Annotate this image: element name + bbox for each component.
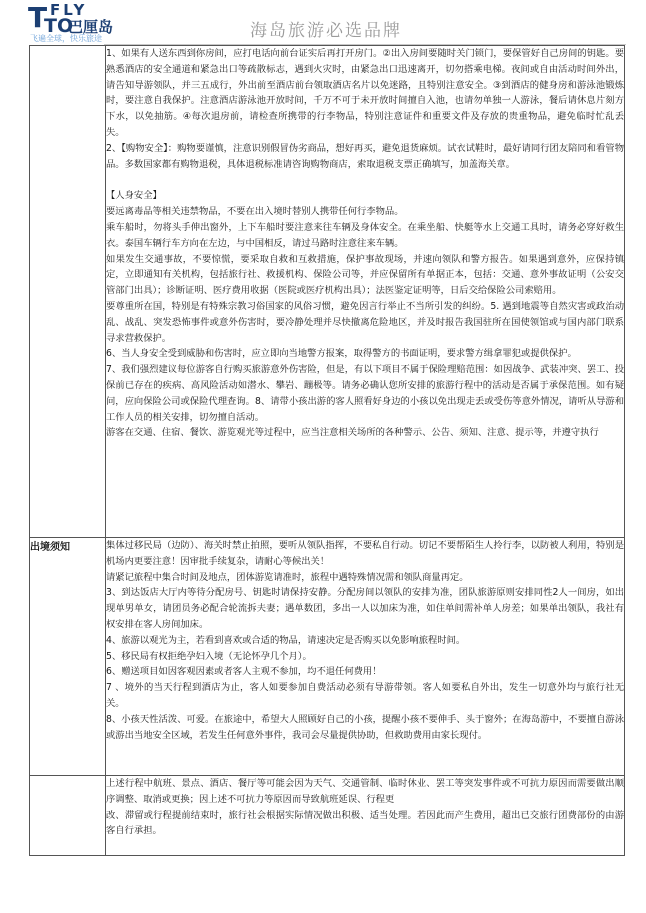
row-label — [30, 776, 106, 856]
paragraph: 游客在交通、住宿、餐饮、游览观光等过程中，应当注意相关场所的各种警示、公告、须知、注意、提示等，并遵守执行 — [106, 427, 599, 439]
paragraph: 2、【购物安全】：购物要谨慎，注意识别假冒伪劣商品，想好再买，避免退货麻烦。试衣试鞋时，最好请同行团友陪同和看管物品。多数国家都有购物退税，具体退税标准请咨询购物商店，索取退税支票正确填写，加盖海关章。 — [106, 142, 624, 170]
row-content-force-majeure — [106, 776, 625, 856]
paragraph: 上述行程中航班、景点、酒店、餐厅等可能会因为天气、交通管制、临时休业、罢工等突发事件或不可抗力原因而需要做出顺序调整、取消或更换；因上述不可抗力等原因而导致航班延误、行程更 — [106, 778, 624, 805]
table-row-force-majeure — [30, 776, 625, 856]
brand-title: 海岛旅游必选品牌 — [250, 21, 402, 41]
paragraph: 4、旅游以观光为主，若看到喜欢或合适的物品，请速决定是否购买以免影响旅程时间。 — [106, 634, 466, 646]
paragraph: 8、小孩天性活泼、可爱。在旅途中，希望大人照顾好自己的小孩，提醒小孩不要伸手、头于窗外；在海岛游中，不要擅自游泳或游出当地安全区域，若发生任何意外事件，我司会尽量提供协助，但救助费用由家长现付。 — [106, 713, 624, 741]
logo-slogan: 飞遍全球，快乐旅途 — [30, 34, 102, 43]
table-row-exit-notice — [30, 538, 625, 776]
company-logo — [28, 1, 148, 44]
paragraph: 3、到达饭店大厅内等待分配房号、钥匙时请保持安静。分配房间以领队的安排为准，团队旅游原则安排同性2人一间房，如出现单男单女，请团员务必配合轮流拆夫妻；遇单数团，多出一人以加床为准，如住单间需补单人房差；如果单出领队，我社有权安排在客人房间加床。 — [106, 587, 624, 630]
logo-chinese-name: 巴厘岛 — [68, 18, 114, 36]
paragraph: 7、我们强烈建议每位游客自行购买旅游意外伤害险，但是，有以下项目不属于保险理赔范围：如因战争、武装冲突、罢工、投保前已存在的疾病、高风险活动如潜水、攀岩、蹦极等。请务必确认您所安排的旅游行程中的活动是否属于承保范围。如有疑问，应向保险公司或保险代理查询。8、请带小孩出游的客人照看好身边的小孩以免出现走丢或受伤等意外情况，请听从导游和工作人员的相关安排，切勿擅自活动。 — [106, 364, 624, 423]
logo-to-text: TO — [44, 15, 74, 37]
paragraph: 6、当人身安全受到威胁和伤害时，应立即向当地警方报案，取得警方的书面证明，要求警方缉拿罪犯或提供保护。 — [106, 348, 577, 360]
blank-line — [106, 172, 624, 188]
paragraph: 集体过移民局（边防）、海关时禁止拍照，要听从领队指挥，不要私自行动。切记不要帮陌生人拎行李，以防被人利用，特别是机场内更要注意！因审批手续复杂，请耐心等候出关！ — [106, 540, 624, 567]
paragraph: 要尊重所在国，特别是有特殊宗教习俗国家的风俗习惯，避免因言行举止不当所引发的纠纷。5. 遇到地震等自然灾害或政治动乱、战乱、突发恐怖事件或意外伤害时，要冷静处理并尽快撤离危险地区，并及时报告我国驻所在国使领馆或与国内部门联系寻求营救保护。 — [106, 300, 624, 344]
row-content-exit-notice — [106, 538, 625, 776]
logo-letter-t: T — [28, 1, 48, 34]
row-content-safety — [106, 46, 625, 538]
table-row-safety — [30, 46, 625, 538]
logo-fly-text: FLY — [50, 1, 88, 19]
paragraph: 改、滞留或行程提前结束时，旅行社会根据实际情况做出积极、适当处理。若因此而产生费用，超出已交旅行团费部份的由游客自行承担。 — [106, 809, 624, 837]
row-label — [30, 46, 106, 538]
paragraph: 6、赠送项目如因客观因素或者客人主观不参加，均不退任何费用！ — [106, 666, 382, 678]
row-label-exit-notice: 出境须知 — [30, 538, 106, 776]
section-heading: 【人身安全】 — [106, 190, 162, 202]
paragraph: 如果发生交通事故，不要惊慌，要采取自救和互救措施，保护事故现场，并速向领队和警方报告。如果遇到意外，应保持镇定，立即通知有关机构，包括旅行社、救援机构、保险公司等，并应保留所有单据正本，包括：交通、意外事故证明（公安交管部门出具）；诊断证明、医疗费用收据（医院或医疗机构出具）；法医鉴定证明等，日后交给保险公司索赔用。 — [106, 253, 624, 297]
paragraph: 5、移民局有权拒绝孕妇入境（无论怀孕几个月）。 — [106, 650, 312, 662]
paragraph: 要远离毒品等相关违禁物品，不要在出入境时替别人携带任何行李物品。 — [106, 206, 404, 218]
travel-notes-table — [29, 45, 625, 856]
paragraph: 乘车船时，勿将头手伸出窗外，上下车船时要注意来往车辆及身体安全。在乘坐船、快艇等水上交通工具时，请务必穿好救生衣。泰国车辆行车方向在左边，与中国相反，请过马路时注意往来车辆。 — [106, 221, 624, 249]
paragraph: 7 、境外的当天行程到酒店为止，客人如要参加自费活动必须有导游带领。客人如要私自外出，发生一切意外均与旅行社无关。 — [106, 682, 624, 709]
page-header — [0, 0, 646, 46]
paragraph: 请紧记旅程中集合时间及地点，团体游览请准时，旅程中遇特殊情况需和领队商量再定。 — [106, 571, 469, 583]
paragraph: 1、如果有人送东西到你房间，应打电话向前台证实后再打开房门。②出入房间要随时关门锁门，要保管好自己房间的钥匙。要熟悉酒店的安全通道和紧急出口等疏散标志，遇到火灾时，由紧急出口迅速离开，切勿搭乘电梯。夜间或自由活动时间外出，请告知导游领队，并三五成行，外出前至酒店前台领取酒店名片以免迷路，且特别注意安全。③到酒店的健身房和游泳池锻炼时，要注意自我保护。注意酒店游泳池开放时间，千万不可于未开放时间擅自入池，也请勿单独一人游泳，餐后请休息片刻方下水，以免抽筋。④每次退房前，请检查所携带的行李物品，特别注意证件和重要文件及存放的贵重物品，避免临时忙乱丢失。 — [106, 48, 624, 138]
